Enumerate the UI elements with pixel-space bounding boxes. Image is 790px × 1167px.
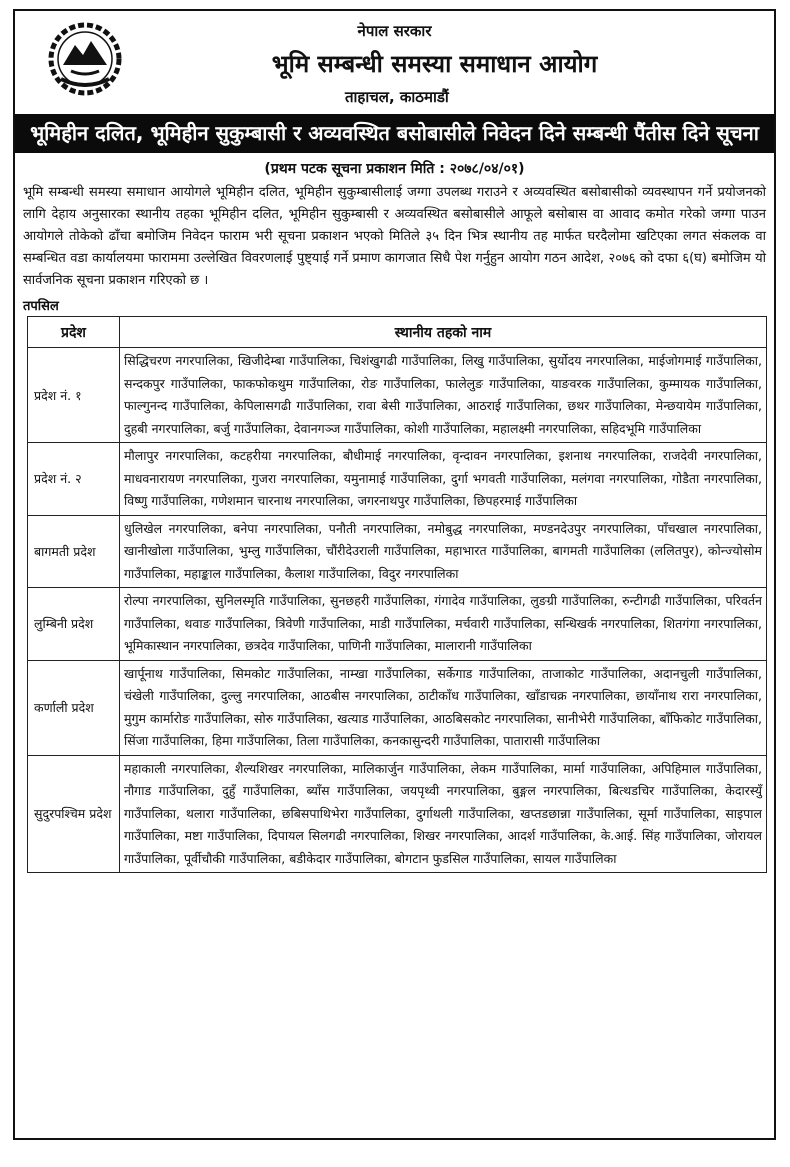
commission-location: ताहाचल, काठमाडौं <box>345 88 449 106</box>
notice-frame <box>13 9 776 1140</box>
local-units-cell: महाकाली नगरपालिका, शैल्यशिखर नगरपालिका, मालिकार्जुन गाउँपालिका, लेकम गाउँपालिका, मार्मा गाउँपालिका, अपिहिमाल गाउँपालिका, नौगाड गाउँपालिका, दुहुँ गाउँपालिका, ब्याँस गाउँपालिका, जयपृथ्वी नगरपालिका, बुङ्गल नगरपालिका, बित्थडचिर गाउँपालिका, केदारस्युँ गाउँपालिका, थलारा गाउँपालिका, छबिसपाथिभेरा गाउँपालिका, दुर्गाथली गाउँपालिका, खप्तडछान्ना गाउँपालिका, सूर्मा गाउँपालिका, साइपाल गाउँपालिका, मष्टा गाउँपालिका, दिपायल सिलगढी नगरपालिका, शिखर नगरपालिका, आदर्श गाउँपालिका, के.आई. सिंह गाउँपालिका, जोरायल गाउँपालिका, पूर्वीचौकी गाउँपालिका, बडीकेदार गाउँपालिका, बोगटान फुडसिल गाउँपालिका, सायल गाउँपालिका <box>120 755 767 873</box>
province-cell: प्रदेश नं. २ <box>28 443 120 516</box>
table-row <box>28 660 767 755</box>
table-row <box>28 588 767 661</box>
local-units-table <box>27 316 767 873</box>
header <box>15 11 774 111</box>
table-row <box>28 443 767 516</box>
province-cell: प्रदेश नं. १ <box>28 348 120 443</box>
table-row <box>28 755 767 873</box>
local-unit-column-header: स्थानीय तहको नाम <box>120 317 767 348</box>
local-units-cell: खार्पूनाथ गाउँपालिका, सिमकोट गाउँपालिका, नाम्खा गाउँपालिका, सर्केगाड गाउँपालिका, ताजाकोट गाउँपालिका, अदानचुली गाउँपालिका, चंखेली गाउँपालिका, दुल्लु नगरपालिका, आठबीस नगरपालिका, ठाटीकाँध गाउँपालिका, खाँडाचक्र नगरपालिका, छायाँनाथ रारा नगरपालिका, मुगुम कार्मारोङ गाउँपालिका, सोरु गाउँपालिका, खत्याड गाउँपालिका, आठबिसकोट नगरपालिका, सानीभेरी गाउँपालिका, बाँफिकोट गाउँपालिका, सिंजा गाउँपालिका, हिमा गाउँपालिका, तिला गाउँपालिका, कनकासुन्दरी गाउँपालिका, पातारासी गाउँपालिका <box>120 660 767 755</box>
province-column-header: प्रदेश <box>28 317 120 348</box>
local-units-cell: धुलिखेल नगरपालिका, बनेपा नगरपालिका, पनौती नगरपालिका, नमोबुद्ध नगरपालिका, मण्डनदेउपुर नगरपालिका, पाँचखाल नगरपालिका, खानीखोला गाउँपालिका, भुम्लु गाउँपालिका, चौंरीदेउराली गाउँपालिका, महाभारत गाउँपालिका, बागमती गाउँपालिका (ललितपुर), कोन्ज्योसोम गाउँपालिका, महाङ्काल गाउँपालिका, कैलाश गाउँपालिका, विदुर नगरपालिका <box>120 515 767 588</box>
commission-name: भूमि सम्बन्धी समस्या समाधान आयोग <box>271 50 598 78</box>
province-cell: बागमती प्रदेश <box>28 515 120 588</box>
province-cell: सुदुरपश्चिम प्रदेश <box>28 755 120 873</box>
table-header-row <box>28 317 767 348</box>
notice-body: भूमि सम्बन्धी समस्या समाधान आयोगले भूमिहीन दलित, भूमिहीन सुकुम्बासीलाई जग्गा उपलब्ध गराउने र अव्यवस्थित बसोबासीको व्यवस्थापन गर्ने प्रयोजनको लागि देहाय अनुसारका स्थानीय तहका भूमिहीन दलित, भूमिहीन सुकुम्बासी र अव्यवस्थित बसोबासीले आफूले बसोबास वा आवाद कमोत गरेको जग्गा पाउन आयोगले तोकेको ढाँचा बमोजिम निवेदन फाराम भरी सूचना प्रकाशन भएको मितिले ३५ दिन भित्र स्थानीय तह मार्फत घरदैलोमा खटिएका लगत संकलक वा सम्बन्धित वडा कार्यालयमा फाराममा उल्लेखित विवरणलाई पुष्ट्याई गर्ने प्रमाण कागजात सिधै पेश गर्नुहुन आयोग गठन आदेश, २०७६ को दफा ६(घ) बमोजिम यो सार्वजनिक सूचना प्रकाशन गरिएको छ । <box>23 185 766 288</box>
local-units-cell: मौलापुर नगरपालिका, कटहरीया नगरपालिका, बौधीमाई नगरपालिका, वृन्दावन नगरपालिका, इशनाथ नगरपालिका, राजदेवी नगरपालिका, माधवनारायण नगरपालिका, गुजरा नगरपालिका, यमुनामाई गाउँपालिका, दुर्गा भगवती गाउँपालिका, मलंगवा नगरपालिका, गोडैता नगरपालिका, विष्णु गाउँपालिका, गणेशमान चारनाथ नगरपालिका, जगरनाथपुर गाउँपालिका, छिपहरमाई गाउँपालिका <box>120 443 767 516</box>
notice-title: भूमिहीन दलित, भूमिहीन सुकुम्बासी र अव्यवस्थित बसोबासीले निवेदन दिने सम्बन्धी पैंतीस दिने सूचना <box>15 114 774 153</box>
table-row <box>28 515 767 588</box>
province-cell: लुम्बिनी प्रदेश <box>28 588 120 661</box>
publication-date: (प्रथम पटक सूचना प्रकाशन मिति : २०७८/०४/०१) <box>264 161 525 177</box>
government-name: नेपाल सरकार <box>357 22 432 40</box>
local-units-cell: रोल्पा नगरपालिका, सुनिलस्मृति गाउँपालिका, सुनछहरी गाउँपालिका, गंगादेव गाउँपालिका, लुङग्री गाउँपालिका, रुन्टीगढी गाउँपालिका, परिवर्तन गाउँपालिका, थवाङ गाउँपालिका, त्रिवेणी गाउँपालिका, माडी गाउँपालिका, मर्चवारी गाउँपालिका, सन्धिखर्क नगरपालिका, शितगंगा नगरपालिका, भूमिकास्थान नगरपालिका, छत्रदेव गाउँपालिका, पाणिनी गाउँपालिका, मालारानी गाउँपालिका <box>120 588 767 661</box>
province-cell: कर्णाली प्रदेश <box>28 660 120 755</box>
table-row <box>28 348 767 443</box>
details-label: तपसिल <box>23 299 59 314</box>
local-units-cell: सिद्धिचरण नगरपालिका, खिजीदेम्बा गाउँपालिका, चिशंखुगढी गाउँपालिका, लिखु गाउँपालिका, सुर्योदय नगरपालिका, माईजोगमाई गाउँपालिका, सन्दकपुर गाउँपालिका, फाकफोकथुम गाउँपालिका, रोङ गाउँपालिका, फालेलुङ गाउँपालिका, याङवरक गाउँपालिका, कुम्मायक गाउँपालिका, फाल्गुनन्द गाउँपालिका, केपिलासगढी गाउँपालिका, रावा बेसी गाउँपालिका, आठराई गाउँपालिका, छथर गाउँपालिका, मेन्छयायेम गाउँपालिका, दुहबी नगरपालिका, बर्जु गाउँपालिका, देवानगञ्ज गाउँपालिका, कोशी गाउँपालिका, महालक्ष्मी नगरपालिका, सहिदभूमि गाउँपालिका <box>120 348 767 443</box>
